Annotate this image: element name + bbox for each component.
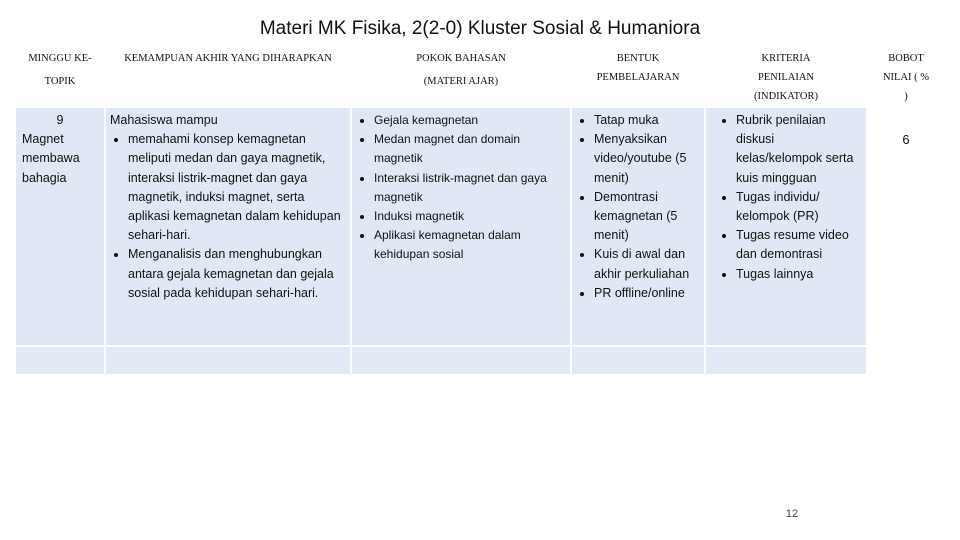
header-bentuk-label: BENTUK PEMBELAJARAN [596, 53, 680, 83]
list-item: • Interaksi listrik-magnet dan gaya magnetik [374, 169, 564, 207]
pokok-list [356, 111, 564, 265]
list-item: • Kuis di awal dan akhir perkuliahan [594, 245, 698, 283]
cell-kemampuan [106, 108, 350, 345]
list-item: • Tugas lainnya [736, 265, 860, 284]
slide-title: Materi MK Fisika, 2(2-0) Kluster Sosial & Humaniora [259, 18, 701, 39]
empty-row [16, 347, 944, 374]
list-item: • Aplikasi kemagnetan dalam kehidupan sosial [374, 226, 564, 264]
header-kriteria-label: KRITERIA PENILAIAN (INDIKATOR) [754, 53, 818, 102]
topic-text: Magnet membawa bahagia [22, 132, 80, 185]
page-number: 12 [785, 508, 799, 520]
header-kriteria [706, 49, 866, 106]
cell-pokok-bahasan [352, 108, 570, 345]
list-item: • Tugas resume video dan demontrasi [736, 226, 860, 264]
empty-cell [16, 347, 104, 374]
header-kemampuan-label: KEMAMPUAN AKHIR YANG DIHARAPKAN [124, 53, 332, 64]
cell-bentuk [572, 108, 704, 345]
week-number: 9 [56, 113, 64, 127]
header-materi-ajar: (MATERI AJAR) [423, 76, 499, 87]
list-item: • PR offline/online [594, 284, 698, 303]
empty-cell [352, 347, 570, 374]
header-bobot-label: BOBOT NILAI ( % ) [882, 53, 930, 102]
empty-cell [706, 347, 866, 374]
empty-cell [106, 347, 350, 374]
header-row [16, 49, 944, 106]
list-item: • memahami konsep kemagnetan meliputi medan dan gaya magnetik, interaksi listrik-magnet dan gaya magnetik, induksi magnet, serta aplikasi kemagnetan dalam kehidupan sehari-hari. [128, 130, 344, 245]
header-pokok-bahasan [352, 49, 570, 106]
list-item: • Menyaksikan video/youtube (5 menit) [594, 130, 698, 188]
empty-cell [868, 347, 944, 374]
course-material-table [14, 47, 946, 376]
header-minggu-topik [16, 49, 104, 106]
bobot-value: 6 [902, 132, 910, 147]
header-pokok-label: POKOK BAHASAN [416, 53, 506, 64]
table-row [16, 108, 944, 345]
list-item: • Induksi magnetik [374, 207, 564, 226]
list-item: • Menganalisis dan menghubungkan antara gejala kemagnetan dan gejala sosial pada kehidupan sehari-hari. [128, 245, 344, 303]
list-item: • Rubrik penilaian diskusi kelas/kelompok serta kuis mingguan [736, 111, 860, 188]
header-bobot [868, 49, 944, 106]
list-item: • Tatap muka [594, 111, 698, 130]
header-kemampuan [106, 49, 350, 106]
kemampuan-list [110, 130, 344, 303]
list-item: • Tugas individu/ kelompok (PR) [736, 188, 860, 226]
empty-cell [572, 347, 704, 374]
list-item: • Medan magnet dan domain magnetik [374, 130, 564, 168]
cell-bobot [868, 108, 944, 345]
bentuk-list [576, 111, 698, 303]
kriteria-list [710, 111, 860, 284]
list-item: • Demontrasi kemagnetan (5 menit) [594, 188, 698, 246]
list-item: • Gejala kemagnetan [374, 111, 564, 130]
kemampuan-intro: Mahasiswa mampu [110, 113, 218, 127]
header-topik: TOPIK [44, 76, 76, 87]
cell-kriteria [706, 108, 866, 345]
header-minggu: MINGGU KE- [28, 53, 92, 64]
header-bentuk [572, 49, 704, 106]
cell-minggu-topik [16, 108, 104, 345]
